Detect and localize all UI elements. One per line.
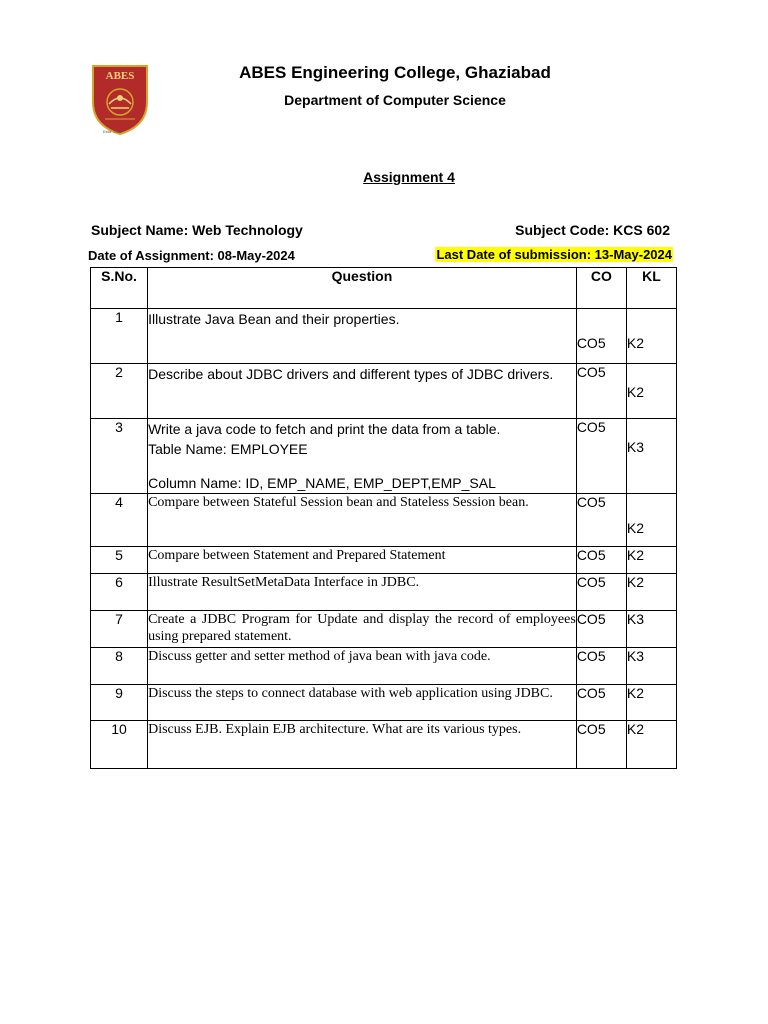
row-kl: K3 <box>626 611 676 648</box>
subject-code: Subject Code: KCS 602 <box>515 222 670 238</box>
row-sno: 8 <box>91 648 148 685</box>
row-co: CO5 <box>576 721 626 769</box>
row-sno: 1 <box>91 309 148 364</box>
row-kl: K2 <box>626 547 676 574</box>
row-sno: 5 <box>91 547 148 574</box>
row-sno: 9 <box>91 685 148 721</box>
row-question: Describe about JDBC drivers and different types of JDBC drivers. <box>148 364 577 419</box>
row-kl: K3 <box>626 419 676 494</box>
row-question: Discuss EJB. Explain EJB architecture. What are its various types. <box>148 721 577 769</box>
table-row <box>91 721 677 769</box>
row-question: Illustrate Java Bean and their properties. <box>148 309 577 364</box>
row-question: Discuss the steps to connect database with web application using JDBC. <box>148 685 577 721</box>
row-co: CO5 <box>576 685 626 721</box>
table-row <box>91 611 677 648</box>
header-question: Question <box>148 268 577 309</box>
last-date-submission: Last Date of submission: 13-May-2024 <box>436 247 672 262</box>
row-sno: 7 <box>91 611 148 648</box>
header-kl: KL <box>626 268 676 309</box>
row-sno: 10 <box>91 721 148 769</box>
row-sno: 4 <box>91 494 148 547</box>
question-line: Write a java code to fetch and print the data from a table. <box>148 421 501 437</box>
row-sno: 6 <box>91 574 148 611</box>
table-header-row <box>91 268 677 309</box>
department-name: Department of Computer Science <box>284 92 506 108</box>
header-sno: S.No. <box>91 268 148 309</box>
question-table <box>90 267 677 769</box>
row-kl: K2 <box>626 309 676 364</box>
row-co: CO5 <box>576 574 626 611</box>
row-kl: K3 <box>626 648 676 685</box>
row-co: CO5 <box>576 364 626 419</box>
table-row <box>91 419 677 494</box>
row-co: CO5 <box>576 494 626 547</box>
row-question: Illustrate ResultSetMetaData Interface in JDBC. <box>148 574 577 611</box>
row-co: CO5 <box>576 547 626 574</box>
row-question: Compare between Statement and Prepared Statement <box>148 547 577 574</box>
row-sno: 3 <box>91 419 148 494</box>
row-question: Create a JDBC Program for Update and display the record of employees using prepared statement. <box>148 611 577 648</box>
row-kl: K2 <box>626 494 676 547</box>
row-kl: K2 <box>626 721 676 769</box>
row-question: Discuss getter and setter method of java bean with java code. <box>148 648 577 685</box>
row-kl: K2 <box>626 685 676 721</box>
row-kl: K2 <box>626 364 676 419</box>
question-line: Column Name: ID, EMP_NAME, EMP_DEPT,EMP_SAL <box>148 475 496 491</box>
row-co: CO5 <box>576 309 626 364</box>
logo-text: ABES <box>105 70 135 82</box>
header-co: CO <box>576 268 626 309</box>
table-row <box>91 309 677 364</box>
row-co: CO5 <box>576 611 626 648</box>
college-name: ABES Engineering College, Ghaziabad <box>239 63 551 82</box>
table-row <box>91 547 677 574</box>
row-sno: 2 <box>91 364 148 419</box>
table-row <box>91 574 677 611</box>
date-of-assignment: Date of Assignment: 08-May-2024 <box>88 248 295 263</box>
row-question: Compare between Stateful Session bean and Stateless Session bean. <box>148 494 577 547</box>
table-row <box>91 685 677 721</box>
row-question <box>148 419 577 494</box>
assignment-title: Assignment 4 <box>363 169 455 185</box>
logo-estd: Estd. 2000 <box>103 129 123 134</box>
table-row <box>91 494 677 547</box>
row-co: CO5 <box>576 648 626 685</box>
question-line: Table Name: EMPLOYEE <box>148 441 308 457</box>
subject-name: Subject Name: Web Technology <box>91 222 303 238</box>
table-row <box>91 364 677 419</box>
row-co: CO5 <box>576 419 626 494</box>
row-kl: K2 <box>626 574 676 611</box>
table-row <box>91 648 677 685</box>
